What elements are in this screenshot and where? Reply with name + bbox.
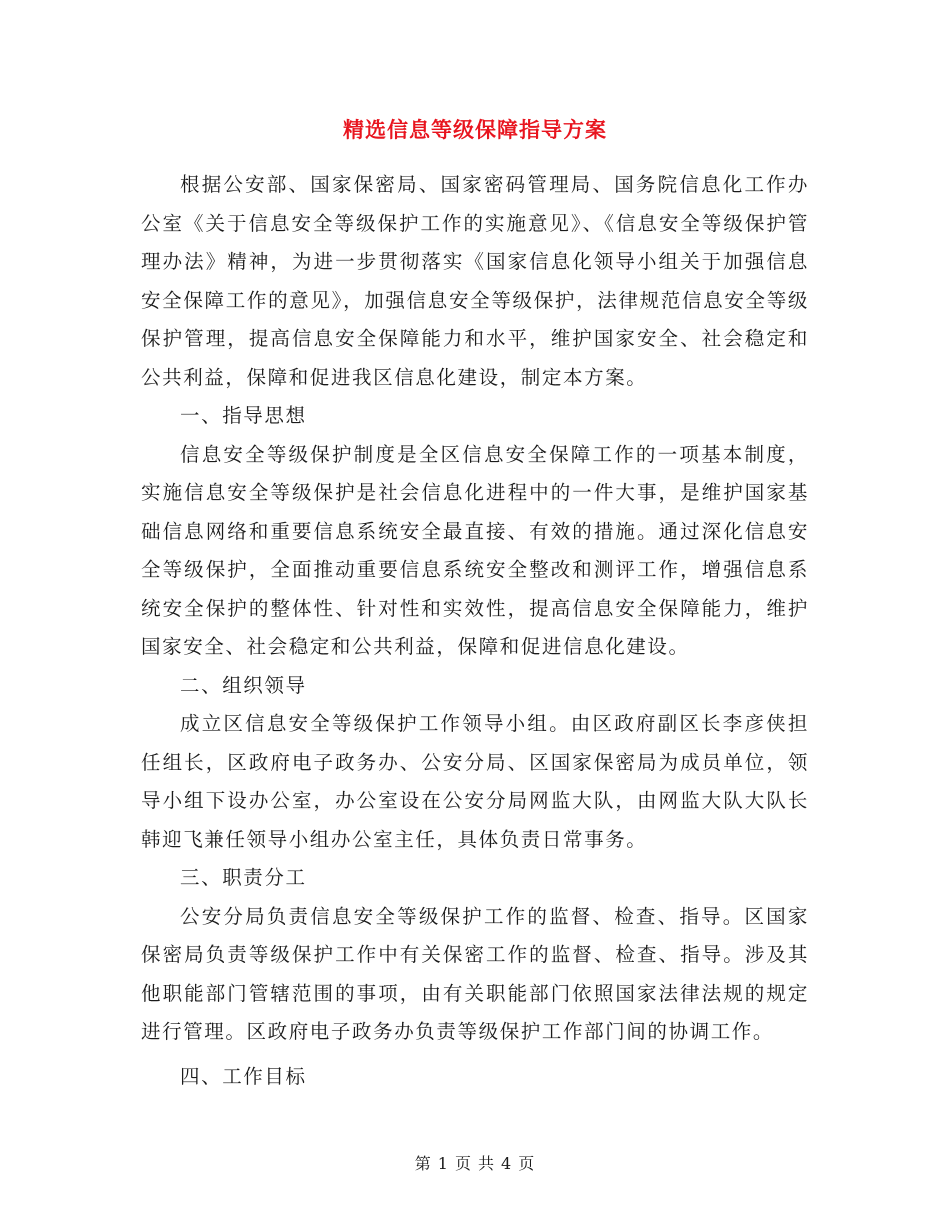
page-footer (0, 1152, 950, 1176)
document-body (141, 166, 809, 1096)
intro-paragraph: 根据公安部、国家保密局、国家密码管理局、国务院信息化工作办公室《关于信息安全等级保护工作的实施意见》、《信息安全等级保护管理办法》精神，为进一步贯彻落实《国家信息化领导小组关于加强信息安全保障工作的意见》，加强信息安全等级保护，法律规范信息安全等级保护管理，提高信息安全保障能力和水平，维护国家安全、社会稳定和公共利益，保障和促进我区信息化建设，制定本方案。 (141, 173, 809, 389)
section-heading-organization: 二、组织领导 (180, 673, 307, 697)
footer-prefix: 第 (414, 1154, 432, 1173)
section-heading-guiding-ideology: 一、指导思想 (180, 404, 307, 427)
section-heading-responsibilities: 三、职责分工 (180, 866, 307, 889)
section-paragraph-responsibilities: 公安分局负责信息安全等级保护工作的监督、检查、指导。区国家保密局负责等级保护工作中有关保密工作的监督、检查、指导。涉及其他职能部门管辖范围的事项，由有关职能部门依照国家法律法规的规定进行管理。区政府电子政务办负责等级保护工作部门间的协调工作。 (141, 904, 809, 1043)
section-heading-goals: 四、工作目标 (180, 1064, 307, 1088)
section-paragraph-guiding-ideology: 信息安全等级保护制度是全区信息安全保障工作的一项基本制度，实施信息安全等级保护是社会信息化进程中的一件大事，是维护国家基础信息网络和重要信息系统安全最直接、有效的措施。通过深化信息安全等级保护，全面推动重要信息系统安全整改和测评工作，增强信息系统安全保护的整体性、针对性和实效性，提高信息安全保障能力，维护国家安全、社会稳定和公共利益，保障和促进信息化建设。 (141, 442, 809, 658)
footer-total-pages: 4 (501, 1154, 513, 1173)
document-title: 精选信息等级保障指导方案 (343, 118, 607, 142)
footer-page-number: 1 (437, 1154, 449, 1173)
footer-middle: 页 共 (454, 1154, 496, 1173)
section-paragraph-organization: 成立区信息安全等级保护工作领导小组。由区政府副区长李彦侠担任组长，区政府电子政务办、公安分局、区国家保密局为成员单位，领导小组下设办公室，办公室设在公安分局网监大队，由网监大队大队长韩迎飞兼任领导小组办公室主任，具体负责日常事务。 (141, 712, 809, 851)
footer-suffix: 页 (518, 1154, 536, 1173)
